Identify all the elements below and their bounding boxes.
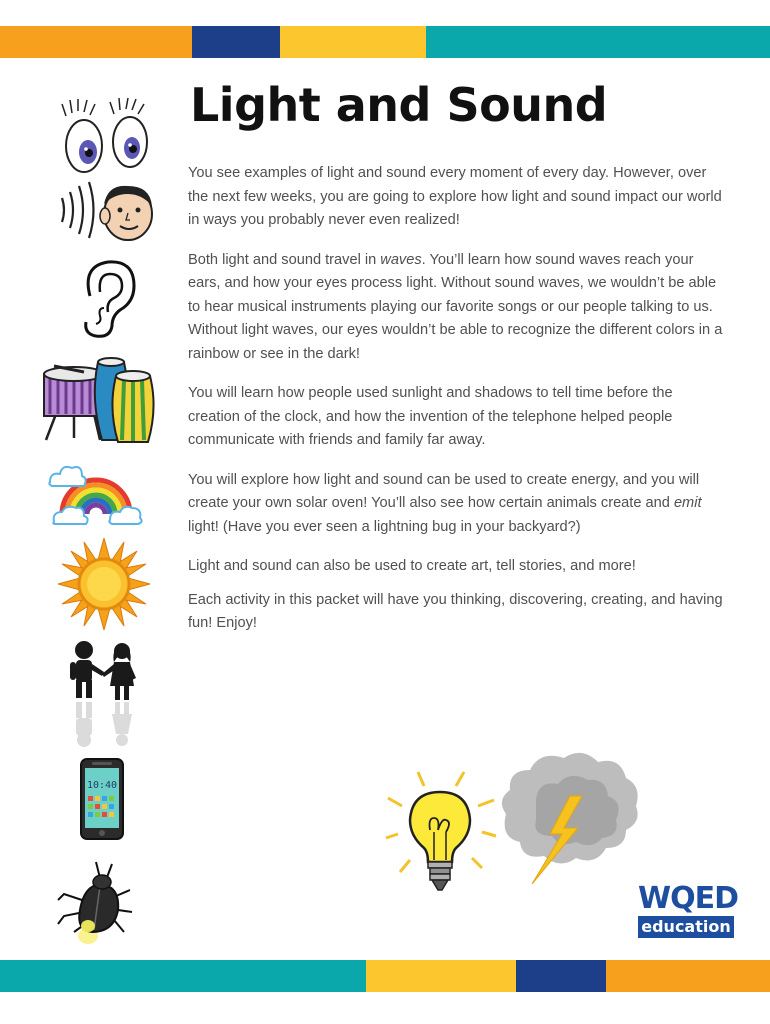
firefly-icon — [54, 860, 134, 946]
top-color-bar — [0, 26, 770, 58]
drums-icon — [40, 348, 160, 444]
paragraph-closing: Each activity in this packet will have you thinking, discovering, creating, and having fun! Enjoy! — [188, 591, 723, 631]
rainbow-icon — [48, 456, 144, 528]
phone-time: 10:40 — [86, 780, 118, 791]
wqed-education-logo — [638, 881, 738, 938]
light-bulb-icon — [384, 770, 500, 900]
storm-cloud-icon — [496, 750, 642, 890]
paragraph-energy: You will explore how light and sound can be used to create energy, and you will create your own solar oven! You’ll also see how certain animals create and emit light! (Have you ever seen a lightning bug in your backyard?) — [188, 471, 702, 535]
paragraph-history: You will learn how people used sunlight and shadows to tell time before the creation of the clock, and how the invention of the telephone helped people communicate with friends and family far away. — [188, 385, 673, 448]
logo-education-tag: education — [638, 916, 734, 938]
listening-face-icon — [54, 180, 158, 242]
ear-icon — [76, 256, 140, 340]
paragraph-waves: Both light and sound travel in waves. You’ll learn how sound waves reach your ears, and how your eyes process light. Without sound waves, we wouldn’t be able to hear musical instruments playing our favorite songs or our people talking to us. Without light waves, our eyes wouldn’t be able to recognize the different colors in a rainbow or see in the dark! — [188, 251, 723, 362]
paragraph-intro: You see examples of light and sound every moment of every day. However, over the next few weeks, you are going to explore how light and sound impact our world in ways you probably never even realized! — [188, 165, 722, 228]
eyes-icon — [58, 96, 154, 178]
children-silhouette-icon — [62, 636, 146, 748]
page-title: Light and Sound — [190, 78, 608, 132]
smartphone-icon — [80, 758, 124, 840]
sun-icon — [58, 538, 150, 630]
logo-wordmark: WQED — [638, 881, 738, 916]
bottom-color-bar — [0, 960, 770, 992]
paragraph-art: Light and sound can also be used to create art, tell stories, and more! — [188, 558, 636, 574]
body-text — [188, 162, 728, 652]
